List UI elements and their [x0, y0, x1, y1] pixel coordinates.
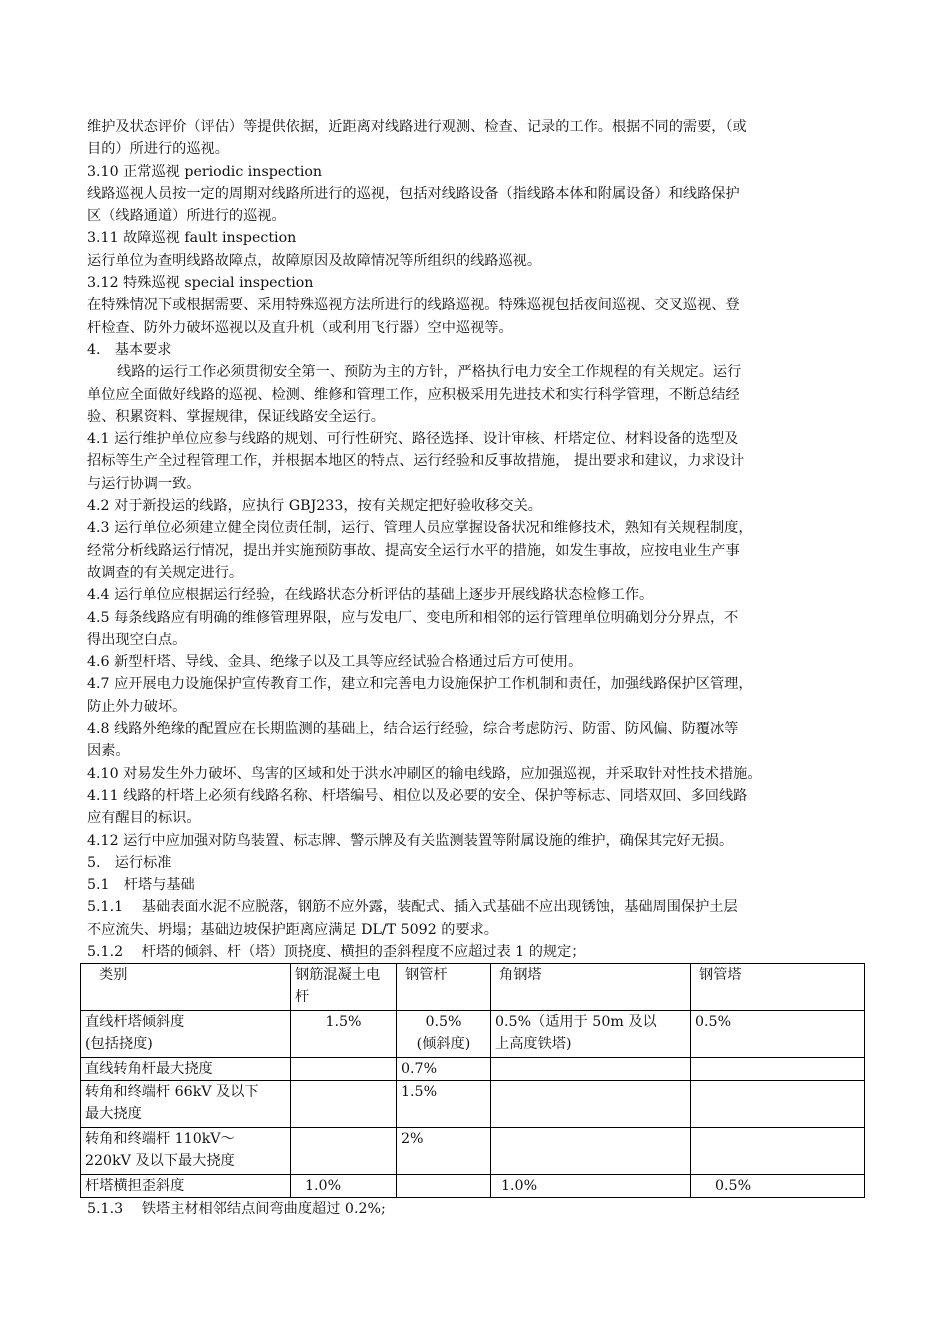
- table-cell: 0.5%（适用于 50m 及以 上高度铁塔): [491, 1011, 691, 1058]
- text-line: 4.8 线路外绝缘的配置应在长期监测的基础上，结合运行经验，综合考虑防污、防雷、防风偏、防覆冰等: [87, 721, 739, 738]
- document-body: [87, 116, 865, 1221]
- table-row: [81, 1011, 865, 1058]
- text-line: 4.4 运行单位应根据运行经验，在线路状态分析评估的基础上逐步开展线路状态检修工作。: [87, 587, 654, 604]
- text-line: 4. 基本要求: [87, 341, 172, 358]
- table-cell: 0.7%: [397, 1058, 491, 1081]
- text-line: 4.6 新型杆塔、导线、金具、绝缘子以及工具等应经试验合格通过后方可使用。: [87, 654, 583, 671]
- table-header-row: [81, 964, 865, 1011]
- table-cell: 2%: [397, 1128, 491, 1175]
- text-line: 目的）所进行的巡视。: [87, 141, 229, 158]
- text-line: 5.1.2 杆塔的倾斜、杆（塔）顶挠度、横担的歪斜程度不应超过表 1 的规定；: [87, 943, 586, 960]
- text-line: 4.7 应开展电力设施保护宣传教育工作，建立和完善电力设施保护工作机制和责任，加强线路保护区管理，: [87, 676, 753, 693]
- header-cell: 钢管塔: [691, 964, 865, 1011]
- table-cell: 0.5%: [691, 1011, 865, 1058]
- text-line: 应有醒目的标识。: [87, 810, 201, 827]
- table-row: [81, 1058, 865, 1081]
- text-line: 单位应全面做好线路的巡视、检测、维修和管理工作，应积极采用先进技术和实行科学管理，不断总结经: [87, 386, 740, 403]
- table-cell: [491, 1128, 691, 1175]
- text-line: 故调查的有关规定进行。: [87, 564, 244, 581]
- text-line: 不应流失、坍塌；基础边坡保护距离应满足 DL/T 5092 的要求。: [87, 921, 498, 938]
- text-line: 经常分析线路运行情况，提出并实施预防事故、提高安全运行水平的措施，如发生事故，应按电业生产事: [87, 542, 740, 559]
- text-line: 5. 运行标准: [87, 854, 172, 871]
- text-line: 4.10 对易发生外力破坏、鸟害的区域和处于洪水冲刷区的输电线路，应加强巡视，并采取针对性技术措施。: [87, 765, 762, 782]
- header-cell: 角钢塔: [491, 964, 691, 1011]
- header-cell-text: 钢筋混凝土电杆: [295, 967, 381, 1006]
- text-line: 区（线路通道）所进行的巡视。: [87, 208, 286, 225]
- text-line: 维护及状态评价（评估）等提供依据，近距离对线路进行观测、检查、记录的工作。根据不同的需要，（或: [87, 119, 747, 135]
- table-cell: 1.0%: [491, 1175, 691, 1198]
- table-cell: 1.5%: [291, 1011, 397, 1058]
- table-row: [81, 1128, 865, 1175]
- table-cell: 0.5%: [691, 1175, 865, 1198]
- table-cell: [291, 1128, 397, 1175]
- text-line: 3.11 故障巡视 fault inspection: [87, 230, 297, 247]
- text-line: 4.2 对于新投运的线路，应执行 GBJ233，按有关规定把好验收移交关。: [87, 498, 542, 515]
- text-line: 验、积累资料、掌握规律，保证线路安全运行。: [87, 408, 385, 425]
- text-line: 在特殊情况下或根据需要、采用特殊巡视方法所进行的线路巡视。特殊巡视包括夜间巡视、交叉巡视、登: [87, 297, 740, 314]
- text-line: 3.12 特殊巡视 special inspection: [87, 275, 314, 292]
- table-cell: [491, 1058, 691, 1081]
- text-line: 得出现空白点。: [87, 631, 187, 648]
- text-line: 5.1.3 铁塔主材相邻结点间弯曲度超过 0.2%;: [87, 1201, 386, 1218]
- table-cell: 转角和终端杆 66kV 及以下 最大挠度: [81, 1081, 291, 1128]
- text-line: 4.11 线路的杆塔上必须有线路名称、杆塔编号、相位以及必要的安全、保护等标志、同塔双回、多回线路: [87, 787, 748, 804]
- text-line: 运行单位为查明线路故障点，故障原因及故障情况等所组织的线路巡视。: [87, 252, 542, 269]
- table-cell: [291, 1081, 397, 1128]
- header-cell: 类别: [81, 964, 291, 1011]
- table-cell: 1.0%: [291, 1175, 397, 1198]
- table-cell: 直线杆塔倾斜度 (包括挠度): [81, 1011, 291, 1058]
- paragraph-block: [87, 116, 865, 963]
- table-cell: [291, 1058, 397, 1081]
- text-line: 5.1.1 基础表面水泥不应脱落，钢筋不应外露，装配式、插入式基础不应出现锈蚀，基础周围保护土层: [87, 899, 738, 916]
- text-line: 招标等生产全过程管理工作，并根据本地区的特点、运行经验和反事故措施， 提出要求和建议，力求设计: [87, 453, 745, 470]
- text-line: 4.12 运行中应加强对防鸟装置、标志牌、警示牌及有关监测装置等附属设施的维护，确保其完好无损。: [87, 832, 734, 849]
- text-line: 杆检查、防外力破坏巡视以及直升机（或利用飞行器）空中巡视等。: [87, 319, 513, 336]
- spec-table: [80, 963, 865, 1198]
- text-line: 防止外力破坏。: [87, 698, 187, 715]
- text-line: 4.5 每条线路应有明确的维修管理界限，应与发电厂、变电所和相邻的运行管理单位明确划分分界点，不: [87, 609, 739, 626]
- table-cell: 杆塔横担歪斜度: [81, 1175, 291, 1198]
- table-cell: [397, 1175, 491, 1198]
- table-cell: [691, 1128, 865, 1175]
- text-line: 因素。: [87, 743, 130, 760]
- header-cell: [291, 964, 397, 1011]
- text-line: 线路巡视人员按一定的周期对线路所进行的巡视，包括对线路设备（指线路本体和附属设备）和线路保护: [87, 185, 740, 202]
- text-line: 3.10 正常巡视 periodic inspection: [87, 163, 323, 180]
- paragraph-block: [87, 1198, 865, 1220]
- table-cell: 转角和终端杆 110kV～ 220kV 及以下最大挠度: [81, 1128, 291, 1175]
- header-cell: 钢管杆: [397, 964, 491, 1011]
- text-line: 4.3 运行单位必须建立健全岗位责任制，运行、管理人员应掌握设备状况和维修技术，熟知有关规程制度，: [87, 520, 753, 537]
- table-cell: [491, 1081, 691, 1128]
- text-line: 5.1 杆塔与基础: [87, 877, 195, 894]
- text-line: 与运行协调一致。: [87, 475, 201, 492]
- table-row: [81, 1175, 865, 1198]
- table-cell: [691, 1058, 865, 1081]
- text-line: 线路的运行工作必须贯彻安全第一、预防为主的方针，严格执行电力安全工作规程的有关规定。运行: [117, 364, 742, 381]
- table-row: [81, 1081, 865, 1128]
- table-cell: 直线转角杆最大挠度: [81, 1058, 291, 1081]
- table-cell: [691, 1081, 865, 1128]
- table-cell: 1.5%: [397, 1081, 491, 1128]
- text-line: 4.1 运行维护单位应参与线路的规划、可行性研究、路径选择、设计审核、杆塔定位、材料设备的选型及: [87, 431, 739, 448]
- table-cell: 0.5% (倾斜度): [397, 1011, 491, 1058]
